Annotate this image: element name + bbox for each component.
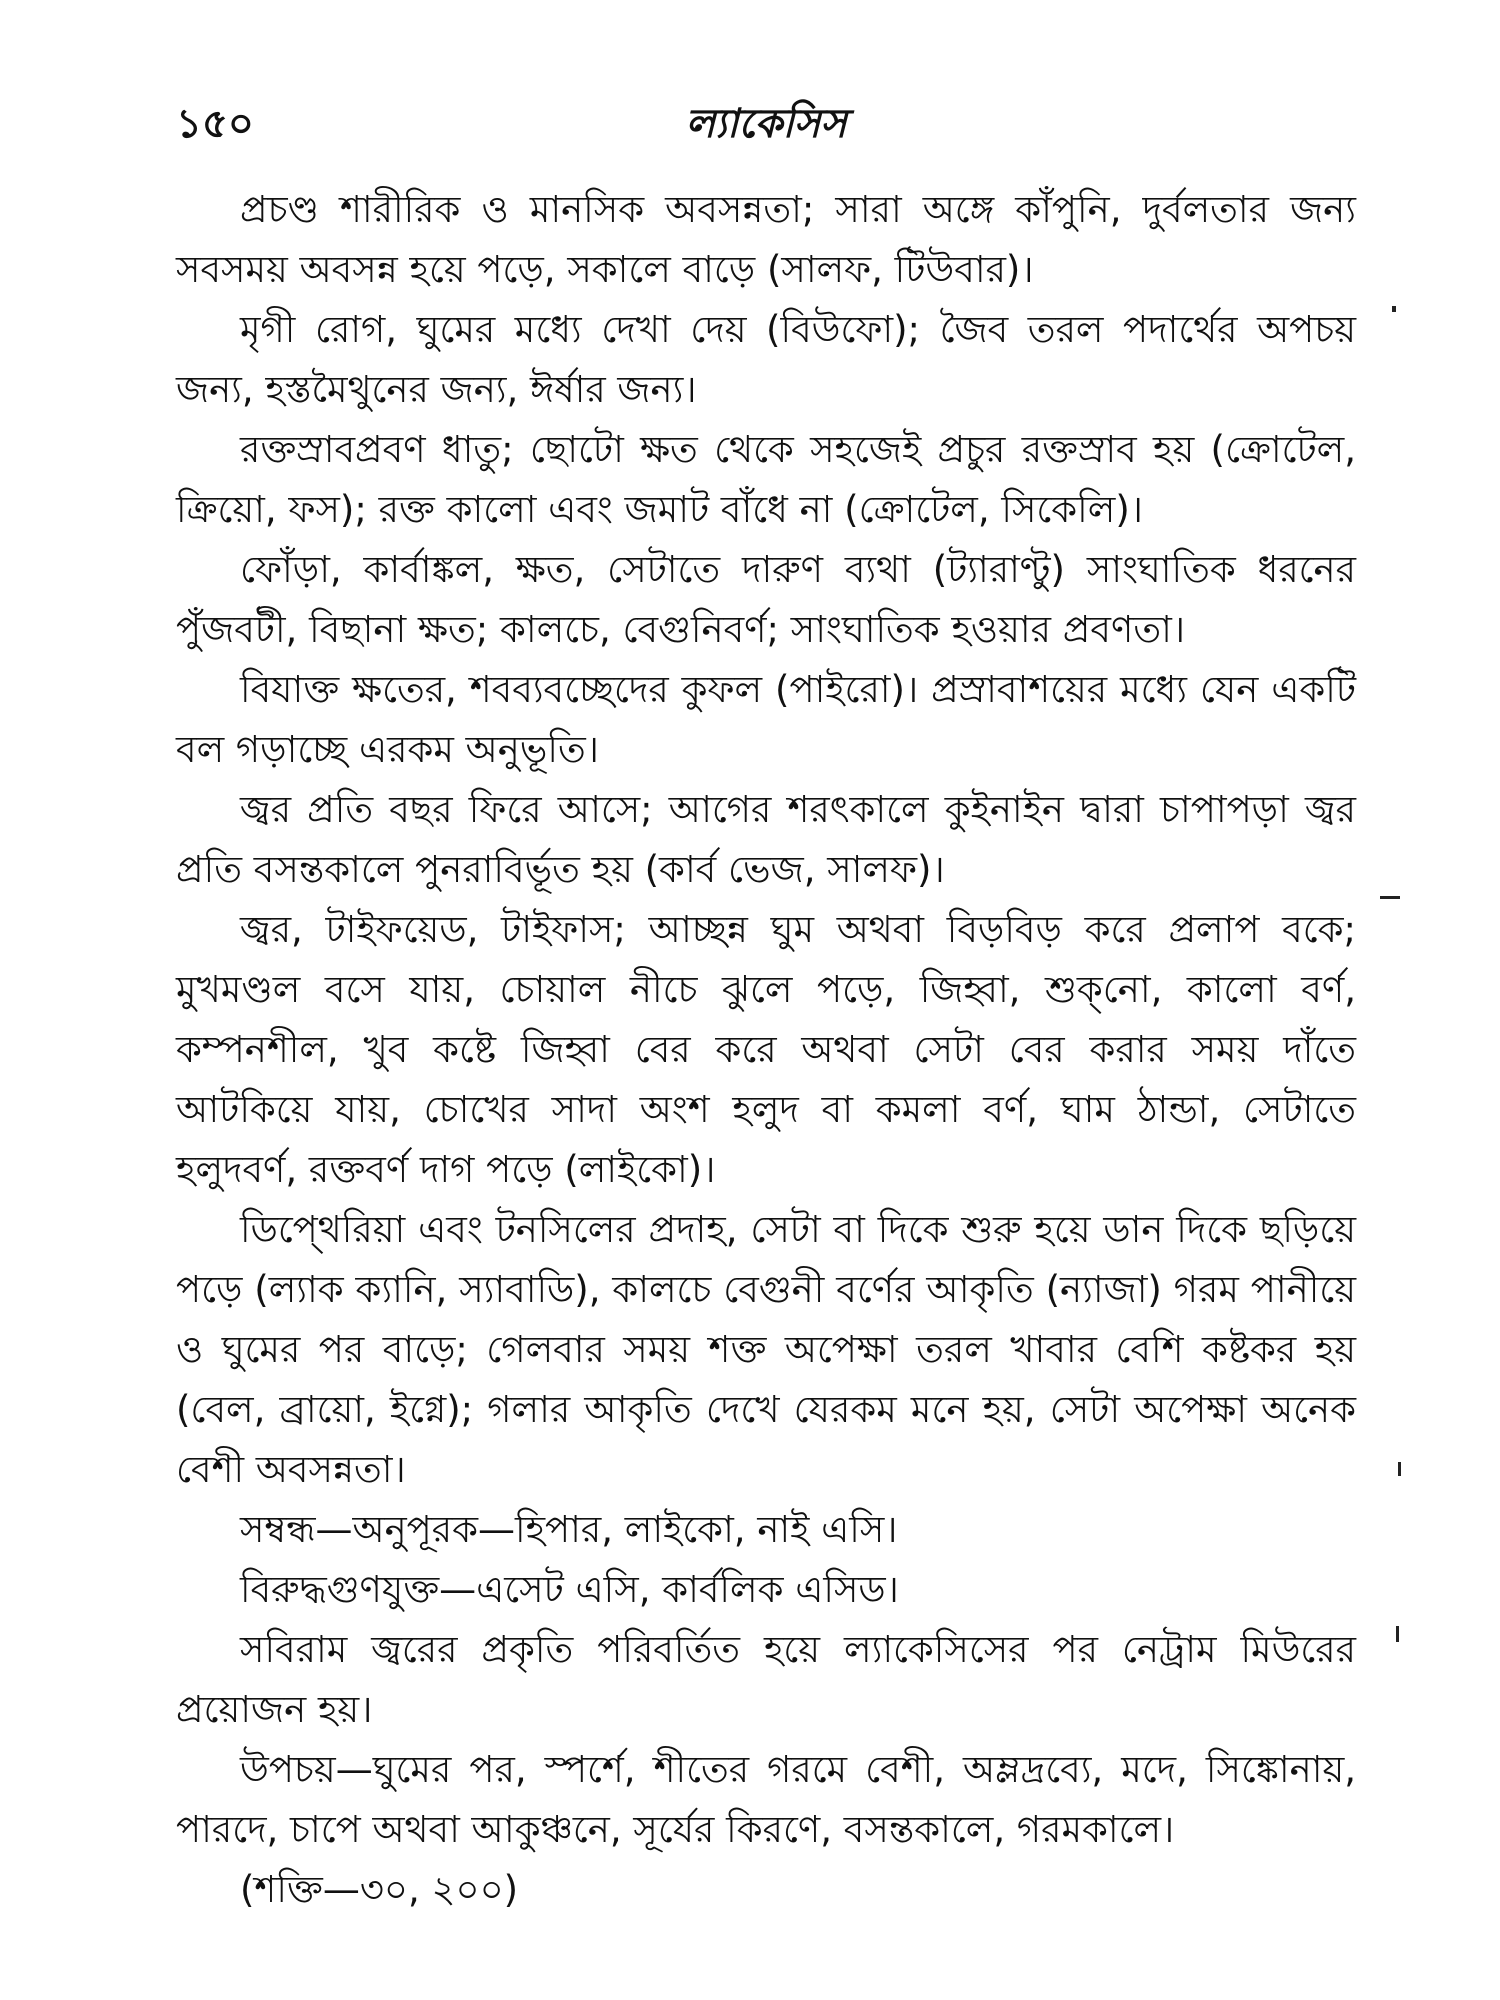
scan-mark (1392, 306, 1396, 312)
paragraph: ফোঁড়া, কার্বাঙ্কল, ক্ষত, সেটাতে দারুণ ব্যথা (ট্যারাণ্টু) সাংঘাতিক ধরনের পুঁজবটী, বিছানা ক্ষত; কালচে, বেগুনিবর্ণ; সাংঘাতিক হওয়ার প্রবণতা। (176, 548, 1356, 651)
paragraph: (শক্তি—৩০, ২০০) (240, 1868, 519, 1911)
paragraph: প্রচণ্ড শারীরিক ও মানসিক অবসন্নতা; সারা অঙ্গে কাঁপুনি, দুর্বলতার জন্য সবসময় অবসন্ন হয়ে পড়ে, সকালে বাড়ে (সালফ, টিউবার)। (176, 188, 1356, 291)
page-number: ১৫০ (176, 100, 254, 147)
paragraph: জ্বর, টাইফয়েড, টাইফাস; আচ্ছন্ন ঘুম অথবা বিড়বিড় করে প্রলাপ বকে; মুখমণ্ডল বসে যায়, চোয়াল নীচে ঝুলে পড়ে, জিহ্বা, শুক্‌নো, কালো বর্ণ, কম্পনশীল, খুব কষ্টে জিহ্বা বের করে অথবা সেটা বের করার সময় দাঁতে আটকিয়ে যায়, চোখের সাদা অংশ হলুদ বা কমলা বর্ণ, ঘাম ঠান্ডা, সেটাতে হলুদবর্ণ, রক্তবর্ণ দাগ পড়ে (লাইকো)। (176, 908, 1356, 1191)
page-header (176, 92, 1356, 152)
running-title: ল্যাকেসিস (685, 100, 847, 147)
scan-mark (1398, 1462, 1401, 1476)
scan-mark (1380, 896, 1400, 899)
paragraph: উপচয়—ঘুমের পর, স্পর্শে, শীতের গরমে বেশী, অম্লদ্রব্যে, মদে, সিঙ্কোনায়, পারদে, চাপে অথবা আকুঞ্চনে, সূর্যের কিরণে, বসন্তকালে, গরমকালে। (176, 1748, 1356, 1851)
paragraph: মৃগী রোগ, ঘুমের মধ্যে দেখা দেয় (বিউফো); জৈব তরল পদার্থের অপচয় জন্য, হস্তমৈথুনের জন্য, ঈর্ষার জন্য। (176, 308, 1356, 411)
paragraph: ডিপ্থেরিয়া এবং টনসিলের প্রদাহ, সেটা বা দিকে শুরু হয়ে ডান দিকে ছড়িয়ে পড়ে (ল্যাক ক্যানি, স্যাবাডি), কালচে বেগুনী বর্ণের আকৃতি (ন্যাজা) গরম পানীয়ে ও ঘুমের পর বাড়ে; গেলবার সময় শক্ত অপেক্ষা তরল খাবার বেশি কষ্টকর হয় (বেল, ব্রায়ো, ইগ্নে); গলার আকৃতি দেখে যেরকম মনে হয়, সেটা অপেক্ষা অনেক বেশী অবসন্নতা। (176, 1208, 1356, 1491)
paragraph: সম্বন্ধ—অনুপূরক—হিপার, লাইকো, নাই এসি। (240, 1508, 898, 1551)
scan-mark (1396, 1626, 1399, 1642)
paragraph: সবিরাম জ্বরের প্রকৃতি পরিবর্তিত হয়ে ল্যাকেসিসের পর নেট্রাম মিউরের প্রয়োজন হয়। (176, 1628, 1356, 1731)
paragraph: বিযাক্ত ক্ষতের, শবব্যবচ্ছেদের কুফল (পাইরো)। প্রস্রাবাশয়ের মধ্যে যেন একটি বল গড়াচ্ছে এরকম অনুভূতি। (176, 668, 1356, 771)
body-text (176, 180, 1356, 1920)
paragraph: বিরুদ্ধগুণযুক্ত—এসেট এসি, কার্বলিক এসিড। (240, 1568, 899, 1611)
paragraph: রক্তস্রাবপ্রবণ ধাতু; ছোটো ক্ষত থেকে সহজেই প্রচুর রক্তস্রাব হয় (ক্রোটেল, ক্রিয়ো, ফস); রক্ত কালো এবং জমাট বাঁধে না (ক্রোটেল, সিকেলি)। (176, 428, 1356, 531)
paragraph: জ্বর প্রতি বছর ফিরে আসে; আগের শরৎকালে কুইনাইন দ্বারা চাপাপড়া জ্বর প্রতি বসন্তকালে পুনরাবির্ভূত হয় (কার্ব ভেজ, সালফ)। (176, 788, 1356, 891)
